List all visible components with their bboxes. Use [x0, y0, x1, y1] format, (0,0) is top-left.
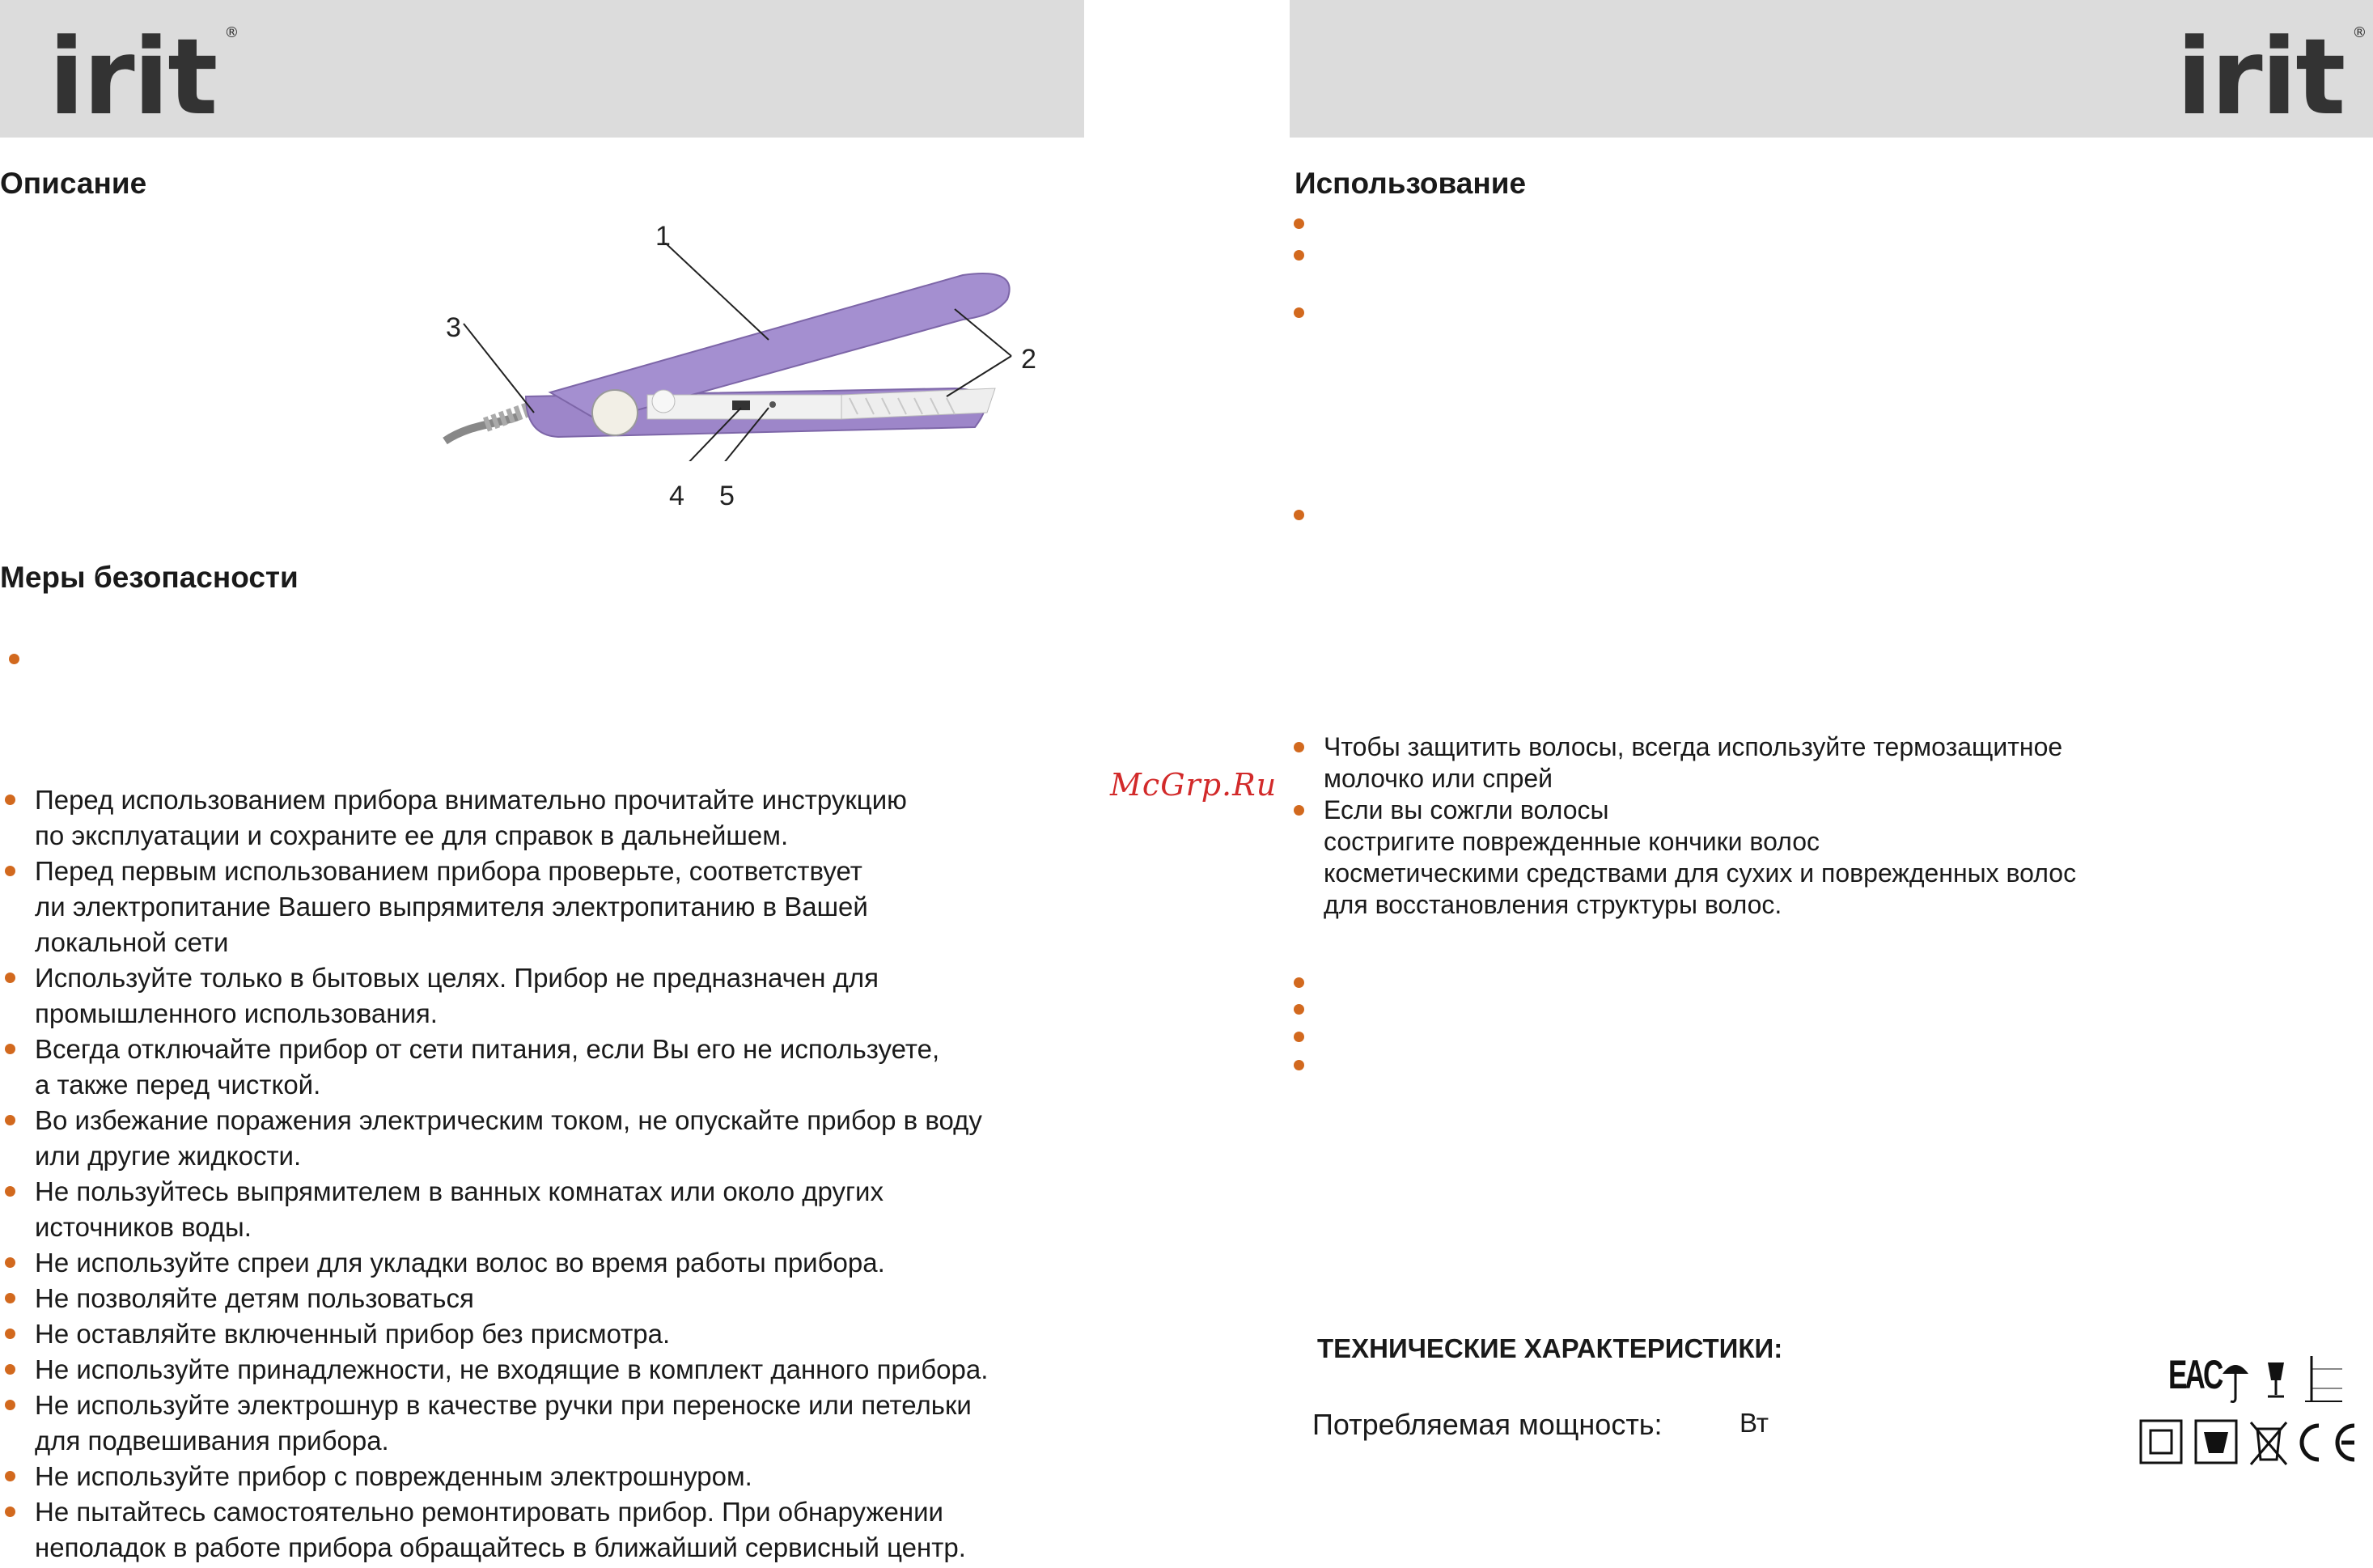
list-item: Если вы сожгли волосы состригите поврежденные кончики волос косметическими средствами для сухих и поврежденных волос для восстановления структуры волос. [1289, 795, 2076, 921]
brand-logo: irit ® [49, 15, 238, 138]
temperature-icon [2305, 1356, 2342, 1401]
handling-symbols [2221, 1353, 2350, 1408]
empty-bullet [1294, 1060, 1304, 1070]
list-item: Чтобы защитить волосы, всегда используйте термозащитное молочко или спрей [1289, 731, 2076, 795]
callout-5: 5 [719, 481, 735, 511]
list-item: Не пытайтесь самостоятельно ремонтировать прибор. При обнаружении неполадок в работе прибора обращайтесь в ближайший сервисный центр. [0, 1494, 988, 1566]
list-item: Не используйте прибор с поврежденным электрошнуром. [0, 1459, 988, 1494]
list-item: Не используйте спреи для укладки волос во время работы прибора. [0, 1245, 988, 1281]
list-item: Всегда отключайте прибор от сети питания, если Вы его не используете, а также перед чисткой. [0, 1032, 988, 1103]
watermark-text: McGrp.Ru [1110, 767, 1278, 803]
power-label: Потребляемая мощность: [1312, 1408, 1663, 1441]
safety-list [0, 782, 988, 1566]
list-item: Не оставляйте включенный прибор без присмотра. [0, 1316, 988, 1352]
empty-bullet [1294, 1004, 1304, 1015]
left-page [0, 0, 1084, 1568]
list-item: Перед использованием прибора внимательно прочитайте инструкцию по эксплуатации и сохраните ее для справок в дальнейшем. [0, 782, 988, 854]
callout-2: 2 [1021, 344, 1036, 375]
description-title: Описание [0, 167, 147, 200]
usage-title: Использование [1295, 167, 1527, 200]
umbrella-icon [2223, 1365, 2248, 1402]
list-item: Не используйте принадлежности, не входящие в комплект данного прибора. [0, 1352, 988, 1388]
list-item: Не пользуйтесь выпрямителем в ванных комнатах или около других источников воды. [0, 1174, 988, 1245]
empty-bullet [1294, 977, 1304, 988]
specs-title: ТЕХНИЧЕСКИЕ ХАРАКТЕРИСТИКИ: [1317, 1333, 1783, 1363]
class-ii-icon [2141, 1421, 2181, 1463]
cert-symbols [2139, 1418, 2359, 1468]
list-item: Во избежание поражения электрическим током, не опускайте прибор в воду или другие жидкости. [0, 1103, 988, 1174]
power-unit: Вт [1739, 1408, 1769, 1438]
empty-bullet [1294, 218, 1304, 229]
safety-title: Меры безопасности [0, 561, 299, 594]
list-item: Не используйте электрошнур в качестве ручки при переноске или петельки для подвешивания прибора. [0, 1388, 988, 1459]
list-item: Не позволяйте детям пользоваться [0, 1281, 988, 1316]
ce-mark-icon [2302, 1426, 2354, 1460]
hair-straightener-illustration [437, 243, 1019, 461]
glass-icon [2268, 1362, 2284, 1396]
callout-1: 1 [655, 221, 671, 252]
list-item: Используйте только в бытовых целях. Прибор не предназначен для промышленного использования. [0, 960, 988, 1032]
empty-bullet [1294, 510, 1304, 520]
callout-4: 4 [669, 481, 684, 511]
eac-mark-icon: EAC [2168, 1352, 2222, 1397]
callout-3: 3 [446, 312, 461, 343]
crossed-bin-icon [2251, 1422, 2286, 1464]
fragile-box-icon [2196, 1421, 2236, 1463]
list-item: Перед первым использованием прибора проверьте, соответствует ли электропитание Вашего выпрямителя электропитанию в Вашей локальной сети [0, 854, 988, 960]
empty-bullet [1294, 1032, 1304, 1042]
usage-list [1289, 731, 2076, 921]
empty-bullet [1294, 307, 1304, 318]
empty-bullet [1294, 250, 1304, 261]
empty-bullet [9, 654, 19, 664]
brand-logo: irit ® [2176, 15, 2366, 138]
